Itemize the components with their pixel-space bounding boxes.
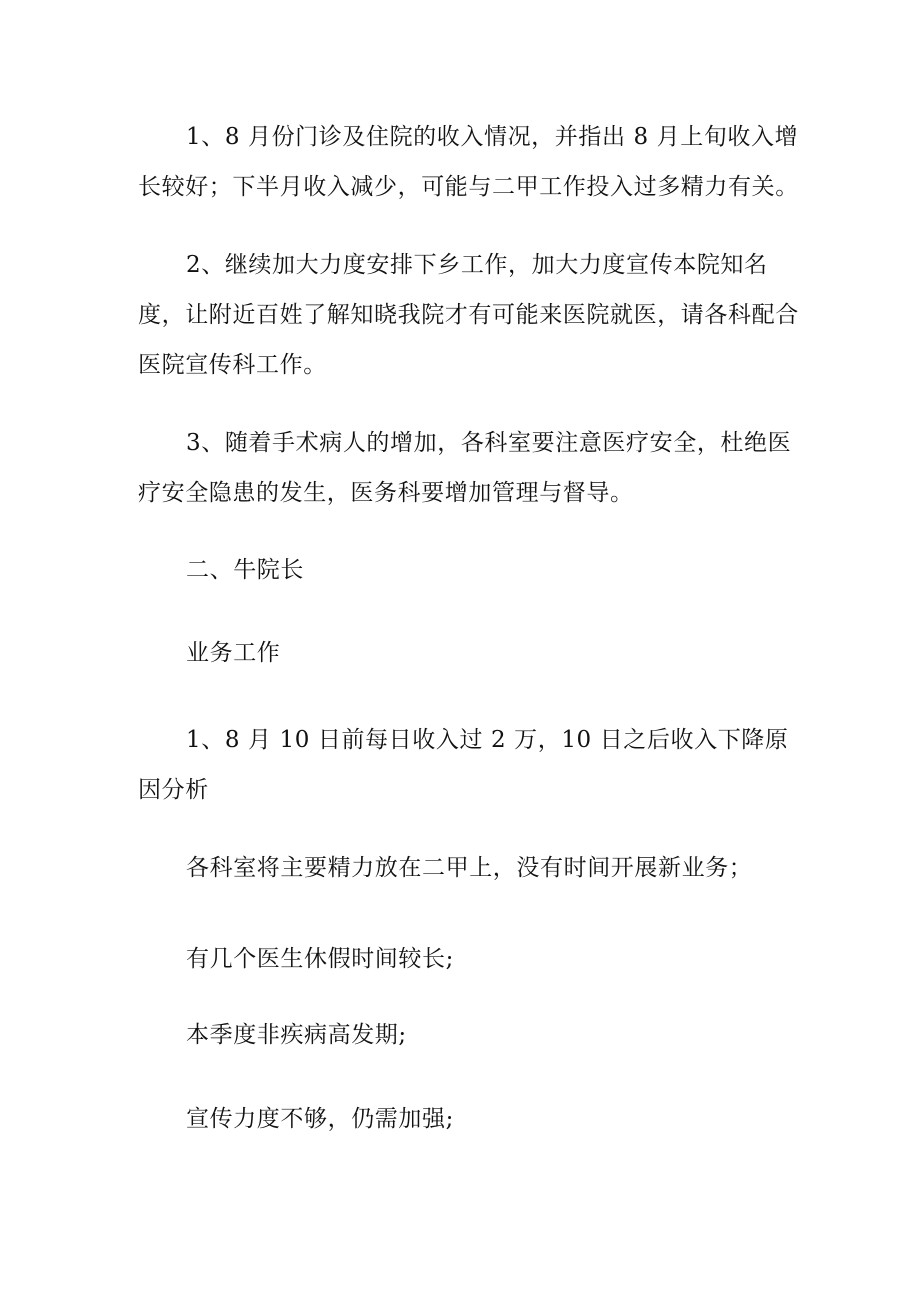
paragraph-rural-outreach: 2、继续加大力度安排下乡工作，加大力度宣传本院知名度，让附近百姓了解知晓我院才有可能来医院就医，请各科配合医院宣传科工作。 bbox=[138, 252, 799, 378]
paragraph-revenue-august: 1、8 月份门诊及住院的收入情况，并指出 8 月上旬收入增长较好；下半月收入减少，可能与二甲工作投入过多精力有关。 bbox=[138, 124, 799, 200]
reason-item-focus: 各科室将主要精力放在二甲上，没有时间开展新业务； bbox=[186, 855, 753, 881]
paragraph-revenue-analysis: 1、8 月 10 日前每日收入过 2 万，10 日之后收入下降原因分析 bbox=[138, 727, 789, 803]
reason-item-season: 本季度非疾病高发期; bbox=[186, 1022, 407, 1048]
paragraph-medical-safety: 3、随着手术病人的增加，各科室要注意医疗安全，杜绝医疗安全隐患的发生，医务科要增加管理与督导。 bbox=[138, 430, 792, 506]
reason-item-leave: 有几个医生休假时间较长; bbox=[186, 946, 454, 972]
reason-item-publicity: 宣传力度不够，仍需加强; bbox=[186, 1106, 454, 1132]
subheading-business-work: 业务工作 bbox=[186, 640, 281, 666]
section-heading-niu: 二、牛院长 bbox=[186, 557, 304, 583]
